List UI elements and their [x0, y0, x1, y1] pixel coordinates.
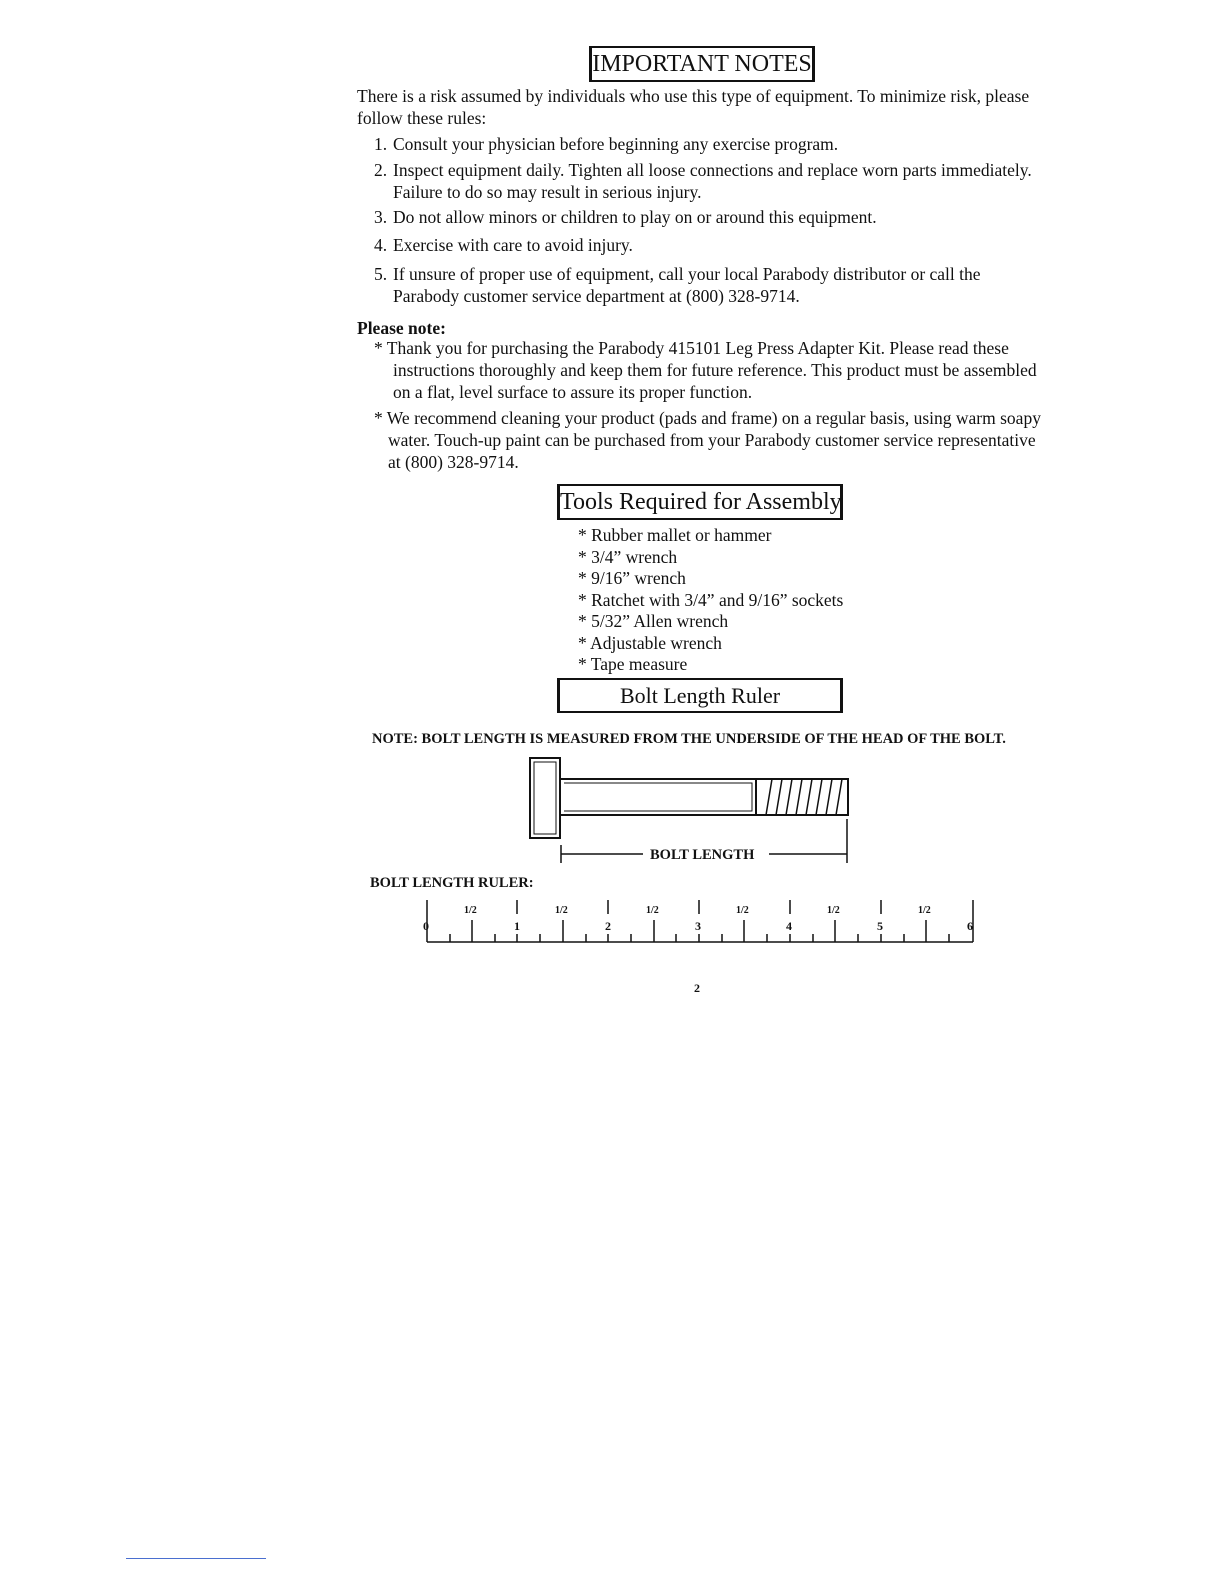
rule-number: 2. — [374, 160, 388, 180]
ruler-number: 4 — [786, 919, 792, 933]
page-number: 2 — [694, 981, 700, 995]
tools-title: Tools Required for Assembly — [557, 484, 843, 520]
ruler-half-label: 1/2 — [918, 905, 931, 916]
intro-line: There is a risk assumed by individuals who use this type of equipment. To minimize risk, please — [357, 86, 1030, 106]
ruler-number: 0 — [423, 919, 429, 933]
tool-item: * 5/32” Allen wrench — [578, 611, 729, 631]
note-text: * We recommend cleaning your product (pads and frame) on a regular basis, using warm soapy — [374, 408, 1041, 428]
tool-item: * Ratchet with 3/4” and 9/16” sockets — [578, 590, 844, 610]
ruler-number: 3 — [695, 919, 701, 933]
rule-number: 4. — [374, 235, 388, 255]
rule-text: If unsure of proper use of equipment, call your local Parabody distributor or call the — [393, 264, 981, 284]
rule-text: Exercise with care to avoid injury. — [393, 235, 633, 255]
tool-item: * Tape measure — [578, 654, 688, 674]
rule-number: 1. — [374, 134, 388, 154]
note-text: instructions thoroughly and keep them for future reference. This product must be assembled — [393, 360, 1037, 380]
ruler-number: 6 — [967, 919, 973, 933]
ruler-half-label: 1/2 — [555, 905, 568, 916]
bolt-thread — [756, 779, 848, 815]
bolt-ruler-title: Bolt Length Ruler — [557, 678, 843, 713]
tool-item: * Adjustable wrench — [578, 633, 722, 653]
intro-line: follow these rules: — [357, 108, 487, 128]
note-text: at (800) 328-9714. — [388, 452, 519, 472]
ruler-half-label: 1/2 — [736, 905, 749, 916]
note-text: * Thank you for purchasing the Parabody 415101 Leg Press Adapter Kit. Please read these — [374, 338, 1009, 358]
ruler — [420, 898, 980, 948]
rule-text: Failure to do so may result in serious injury. — [393, 182, 702, 202]
ruler-number: 5 — [877, 919, 883, 933]
tool-item: * 9/16” wrench — [578, 568, 686, 588]
ruler-number: 2 — [605, 919, 611, 933]
rule-text: Do not allow minors or children to play on or around this equipment. — [393, 207, 877, 227]
rule-text: Consult your physician before beginning any exercise program. — [393, 134, 839, 154]
ruler-half-label: 1/2 — [464, 905, 477, 916]
note-text: on a flat, level surface to assure its proper function. — [393, 382, 753, 402]
tool-item: * 3/4” wrench — [578, 547, 678, 567]
rule-text: Inspect equipment daily. Tighten all loose connections and replace worn parts immediately. — [393, 160, 1032, 180]
footer-rule — [126, 1558, 266, 1559]
bolt-thread-lines — [766, 779, 842, 815]
bolt-length-label: BOLT LENGTH — [650, 847, 755, 863]
bolt-shank — [560, 779, 756, 815]
ruler-number: 1 — [514, 919, 520, 933]
tool-item: * Rubber mallet or hammer — [578, 525, 772, 545]
rule-text: Parabody customer service department at (800) 328-9714. — [393, 286, 800, 306]
bolt-note: NOTE: BOLT LENGTH IS MEASURED FROM THE UNDERSIDE OF THE HEAD OF THE BOLT. — [372, 731, 1006, 747]
ruler-half-label: 1/2 — [646, 905, 659, 916]
note-text: water. Touch-up paint can be purchased from your Parabody customer service representative — [388, 430, 1036, 450]
ruler-label: BOLT LENGTH RULER: — [370, 875, 534, 891]
please-note-heading: Please note: — [357, 318, 446, 338]
rule-number: 3. — [374, 207, 388, 227]
ruler-half-label: 1/2 — [827, 905, 840, 916]
rule-number: 5. — [374, 264, 388, 284]
important-notes-title: IMPORTANT NOTES — [589, 46, 815, 82]
